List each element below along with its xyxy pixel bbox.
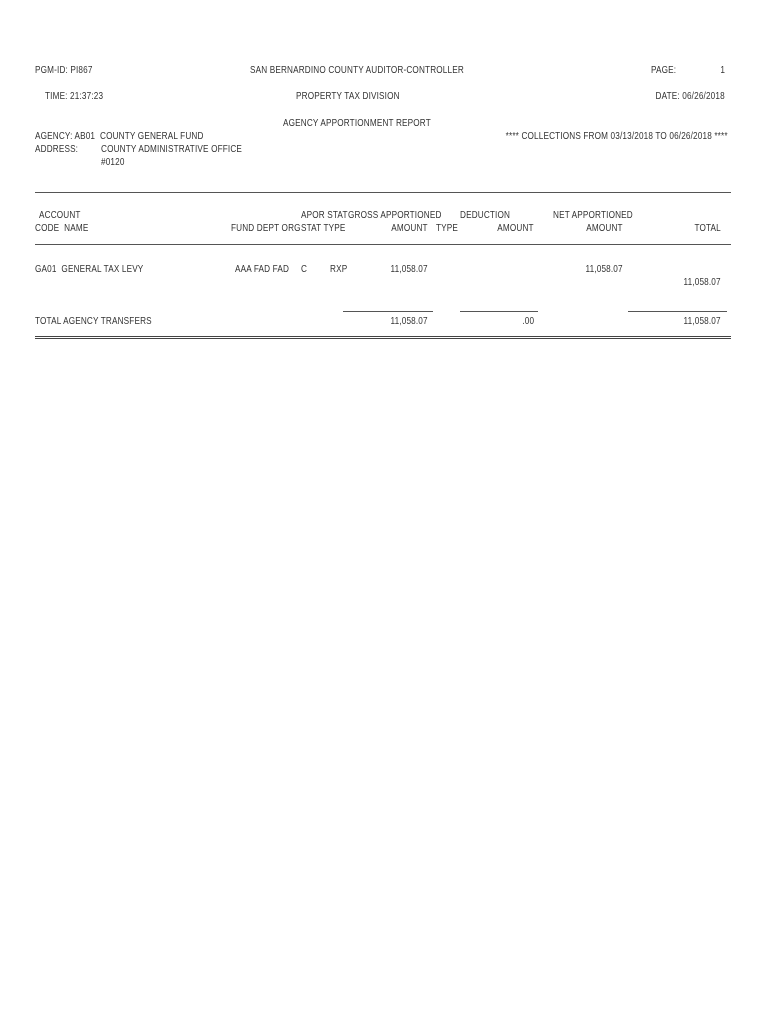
col-gross-amount: AMOUNT [391, 222, 428, 234]
totals-total: 11,058.07 [683, 315, 721, 327]
col-apor-stat: APOR STAT [301, 209, 348, 221]
totals-double-rule [35, 336, 731, 339]
col-net-amount: AMOUNT [586, 222, 623, 234]
row-stat: C [301, 263, 308, 275]
address-line-2: #0120 [101, 156, 125, 168]
page-number: 1 [720, 64, 725, 76]
report-time: TIME: 21:37:23 [45, 90, 104, 102]
col-account: ACCOUNT [39, 209, 81, 221]
address-line-1: COUNTY ADMINISTRATIVE OFFICE [101, 143, 243, 155]
totals-gross: 11,058.07 [390, 315, 428, 327]
report-title: AGENCY APPORTIONMENT REPORT [283, 117, 431, 129]
total-subtotal-rule [628, 311, 727, 312]
totals-label: TOTAL AGENCY TRANSFERS [35, 315, 152, 327]
col-fund-dept-org: FUND DEPT ORG [231, 222, 301, 234]
row-code-name: GA01 GENERAL TAX LEVY [35, 263, 144, 275]
collections-range: **** COLLECTIONS FROM 03/13/2018 TO 06/26/2018 **** [505, 130, 728, 142]
col-stat-type: STAT TYPE [301, 222, 346, 234]
totals-deduction: .00 [522, 315, 534, 327]
row-total: 11,058.07 [683, 276, 721, 288]
col-gross-apportioned: GROSS APPORTIONED [348, 209, 442, 221]
gross-subtotal-rule [343, 311, 433, 312]
col-total: TOTAL [694, 222, 721, 234]
report-date: DATE: 06/26/2018 [655, 90, 725, 102]
organization-name: SAN BERNARDINO COUNTY AUDITOR-CONTROLLER [250, 64, 464, 76]
page-label: PAGE: [651, 64, 677, 76]
program-id: PGM-ID: PI867 [35, 64, 93, 76]
column-header-divider [35, 244, 731, 245]
header-divider [35, 192, 731, 193]
address-label: ADDRESS: [35, 143, 79, 155]
col-code-name: CODE NAME [35, 222, 89, 234]
division-name: PROPERTY TAX DIVISION [296, 90, 400, 102]
row-fund-dept-org: AAA FAD FAD [235, 263, 290, 275]
col-deduction-amount: AMOUNT [497, 222, 534, 234]
col-deduction: DEDUCTION [460, 209, 511, 221]
row-gross-amount: 11,058.07 [390, 263, 428, 275]
agency-line: AGENCY: AB01 COUNTY GENERAL FUND [35, 130, 204, 142]
row-net-amount: 11,058.07 [585, 263, 623, 275]
col-net-apportioned: NET APPORTIONED [553, 209, 633, 221]
col-type: TYPE [436, 222, 459, 234]
deduction-subtotal-rule [460, 311, 538, 312]
row-type: RXP [330, 263, 348, 275]
